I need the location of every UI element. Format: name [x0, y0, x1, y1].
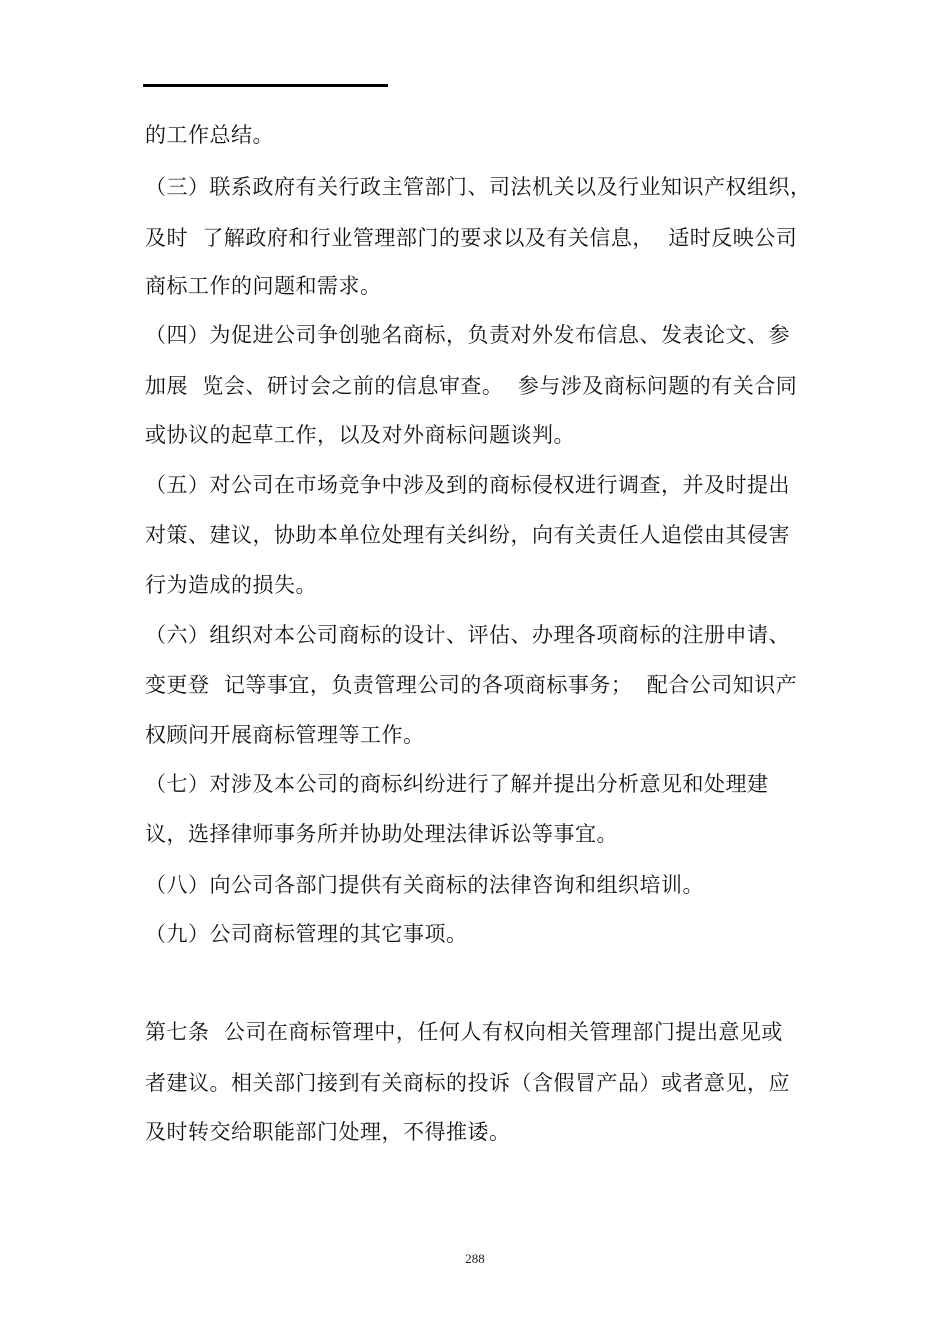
header-rule — [143, 84, 388, 87]
text-line-item-4-b: 加展 览会、研讨会之前的信息审查。 参与涉及商标问题的有关合同 — [145, 374, 798, 398]
text-line-item-3-c: 商标工作的问题和需求。 — [145, 274, 382, 298]
text-line-article-7-b: 者建议。相关部门接到有关商标的投诉（含假冒产品）或者意见，应 — [145, 1071, 790, 1095]
text-line-item-5-b: 对策、建议，协助本单位处理有关纠纷，向有关责任人追偿由其侵害 — [145, 523, 790, 547]
text-line-item-5-a: （五）对公司在市场竞争中涉及到的商标侵权进行调查，并及时提出 — [145, 473, 790, 497]
text-line-item-4-c: 或协议的起草工作，以及对外商标问题谈判。 — [145, 423, 575, 447]
text-line-item-8: （八）向公司各部门提供有关商标的法律咨询和组织培训。 — [145, 873, 704, 897]
text-line-item-6-a: （六）组织对本公司商标的设计、评估、办理各项商标的注册申请、 — [145, 623, 790, 647]
text-line-continuation: 的工作总结。 — [145, 123, 274, 147]
text-line-item-3-a: （三）联系政府有关行政主管部门、司法机关以及行业知识产权组织， — [145, 175, 812, 199]
text-line-item-7-a: （七）对涉及本公司的商标纠纷进行了解并提出分析意见和处理建 — [145, 772, 769, 796]
text-line-article-7-a: 第七条 公司在商标管理中，任何人有权向相关管理部门提出意见或 — [145, 1020, 783, 1044]
text-line-item-9: （九）公司商标管理的其它事项。 — [145, 922, 468, 946]
text-line-item-7-b: 议，选择律师事务所并协助处理法律诉讼等事宜。 — [145, 822, 618, 846]
text-line-item-3-b: 及时 了解政府和行业管理部门的要求以及有关信息， 适时反映公司 — [145, 226, 798, 250]
text-line-item-5-c: 行为造成的损失。 — [145, 573, 317, 597]
text-line-item-4-a: （四）为促进公司争创驰名商标，负责对外发布信息、发表论文、参 — [145, 323, 790, 347]
text-line-item-6-b: 变更登 记等事宜，负责管理公司的各项商标事务； 配合公司知识产 — [145, 673, 798, 697]
text-line-article-7-c: 及时转交给职能部门处理，不得推诿。 — [145, 1120, 511, 1144]
page-number: 288 — [465, 1251, 485, 1266]
text-line-item-6-c: 权顾问开展商标管理等工作。 — [145, 723, 425, 747]
